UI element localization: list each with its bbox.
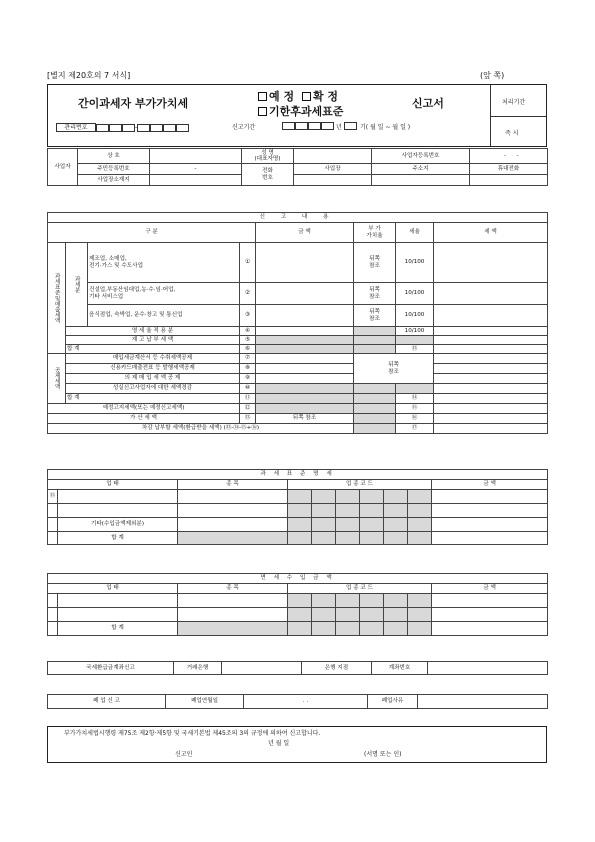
col-tax-rate: 세율 xyxy=(396,223,434,243)
tb-col-amount: 금 액 xyxy=(432,480,548,490)
ex-cell[interactable] xyxy=(178,608,288,622)
tb-cell[interactable] xyxy=(58,490,178,504)
row-3-num: ③ xyxy=(240,305,256,327)
row-12-tax[interactable] xyxy=(434,404,548,414)
ex-cell[interactable] xyxy=(178,594,288,608)
tax-base-title: 과 세 표 준 명 세 xyxy=(48,470,548,480)
row-2-ref: 뒤쪽 참조 xyxy=(354,283,396,305)
tb-cell[interactable] xyxy=(178,490,288,504)
row-7-amount[interactable] xyxy=(256,354,354,364)
row-13-ref: 뒤쪽 참조 xyxy=(256,414,354,424)
row-5-num: ⑤ xyxy=(240,336,256,345)
side-tax-base: 과세표준및매출세액 xyxy=(48,243,66,354)
form-title: 간이과세자 부가가치세 xyxy=(78,97,189,110)
row-7-tax[interactable] xyxy=(434,354,548,364)
option-deadline[interactable]: 기한후과세표준 xyxy=(258,106,343,117)
resident-no-field[interactable]: - xyxy=(150,164,242,175)
period-suffix: 기( 월 일 ~ 월 일 ) xyxy=(360,124,411,131)
refund-acct-field[interactable] xyxy=(428,662,548,675)
row-7-label: 매입세금계산서 등 수취세액공제 xyxy=(66,354,240,364)
row-13-tax[interactable] xyxy=(434,414,548,424)
row-10-tax[interactable] xyxy=(434,384,548,394)
deduction-ref: 뒤쪽 참조 xyxy=(354,354,434,384)
row-12-tax-num: ⑮ xyxy=(396,404,434,414)
exempt-title: 면 세 수 입 금 액 xyxy=(48,574,548,584)
phone-label: 전화 번호 xyxy=(242,164,294,186)
row-3-amount[interactable] xyxy=(256,305,354,327)
row-6-num: ⑥ xyxy=(240,345,256,354)
trade-name-label: 상 호 xyxy=(78,149,150,164)
side-taxable: 과세분 xyxy=(66,243,88,327)
ex-row-total: 합 계 xyxy=(58,622,178,636)
row-2-label: 건설업,부동산임대업,농·수·임·어업, 기타 서비스업 xyxy=(88,283,240,305)
refund-bank-field[interactable] xyxy=(222,662,302,675)
declaration-text: 부가가치세법시행령 제75조 제2항·제5항 및 국세기본법 제45조의 3의 규정에 의하여 신고합니다. xyxy=(64,730,321,737)
ex-cell[interactable] xyxy=(432,622,548,636)
closure-reason-label: 폐업사유 xyxy=(368,695,418,709)
trade-name-field[interactable] xyxy=(150,149,242,164)
page-side: (앞 쪽) xyxy=(480,71,505,80)
reg-no-field[interactable]: - - xyxy=(470,149,548,164)
tb-col-type: 업 태 xyxy=(48,480,178,490)
closure-table xyxy=(47,694,548,709)
tb-cell[interactable] xyxy=(432,518,548,532)
tb-cell[interactable] xyxy=(178,504,288,518)
row-12-num: ⑫ xyxy=(240,404,256,414)
row-6-tax-num: ⑬ xyxy=(396,345,434,354)
refund-acct-label: 계좌번호 xyxy=(372,662,428,675)
row-3-ref: 뒤쪽 참조 xyxy=(354,305,396,327)
resident-no-label: 주민등록번호 xyxy=(78,164,150,175)
tb-row-total: 합 계 xyxy=(58,532,178,545)
row-2-amount[interactable] xyxy=(256,283,354,305)
row-1-num: ① xyxy=(240,243,256,283)
year-suffix: 년 xyxy=(336,124,342,131)
form-id: [별지 제20호의 7 서식] xyxy=(47,71,131,80)
checkbox-icon[interactable] xyxy=(302,92,311,101)
period-term-input[interactable] xyxy=(344,122,357,130)
tb-cell[interactable] xyxy=(432,504,548,518)
row-4-rate: 10/100 xyxy=(396,327,434,336)
site-phone-field[interactable] xyxy=(294,175,372,186)
row-11-tax-num: ⑭ xyxy=(396,394,434,404)
side-deduction: 공제세액 xyxy=(48,354,66,404)
row-9-label: 의 제 매 입 세 액 공 제 xyxy=(66,374,240,384)
processing-label: 처리기간 xyxy=(502,99,526,106)
col-vat-rate: 부 가 가치율 xyxy=(354,223,396,243)
declarant-label: 신고인 xyxy=(175,751,193,758)
mobile-field[interactable] xyxy=(470,175,548,186)
closure-date-field[interactable]: . . xyxy=(244,695,368,709)
row-8-label: 신용카드매출전표 등 발행세액공제 xyxy=(66,364,240,374)
row-4-amount[interactable] xyxy=(256,327,354,336)
col-category: 구 분 xyxy=(48,223,256,243)
tb-col-code: 업 종 코 드 xyxy=(288,480,432,490)
closure-reason-field[interactable] xyxy=(418,695,548,709)
row-1-tax[interactable] xyxy=(434,243,548,283)
row-10-label: 성실신고사업자에 대한 세액경감 xyxy=(66,384,240,394)
mgmt-number[interactable]: 관리번호 - xyxy=(56,123,189,132)
mobile-label: 휴대전화 xyxy=(470,164,548,175)
row-11-tax[interactable] xyxy=(434,394,548,404)
row-8-tax[interactable] xyxy=(434,364,548,374)
ex-cell[interactable] xyxy=(432,594,548,608)
tb-cell[interactable] xyxy=(432,532,548,545)
report-table xyxy=(47,212,548,434)
refund-table xyxy=(47,661,548,675)
col-amount: 금 액 xyxy=(256,223,354,243)
row-1-amount[interactable] xyxy=(256,243,354,283)
row-7-num: ⑦ xyxy=(240,354,256,364)
rep-name-field[interactable] xyxy=(294,149,372,164)
row-3-label: 음식점업, 숙박업, 운수·창고 및 통신업 xyxy=(88,305,240,327)
row-9-num: ⑨ xyxy=(240,374,256,384)
row-9-tax[interactable] xyxy=(434,374,548,384)
row-4-label: 영 세 율 적 용 분 xyxy=(66,327,240,336)
tb-col-item: 종 목 xyxy=(178,480,288,490)
site-label: 사업장 xyxy=(294,164,372,175)
report-title: 신 고 내 용 xyxy=(48,213,548,223)
address-field[interactable] xyxy=(150,175,242,186)
row-9-amount[interactable] xyxy=(256,374,354,384)
row-3-tax[interactable] xyxy=(434,305,548,327)
refund-bank-label: 거래은행 xyxy=(174,662,222,675)
ex-cell[interactable] xyxy=(432,608,548,622)
row-14-label: 차감 납부할 세액(환급받을 세액) (⑬-⑭-⑮+⑯) xyxy=(48,424,354,434)
row-1-label: 제조업, 소매업, 전기·가스 및 수도사업 xyxy=(88,243,240,283)
ex-col-type: 업 태 xyxy=(48,584,178,594)
business-side-label: 사업자 xyxy=(48,149,78,186)
col-tax: 세 액 xyxy=(434,223,548,243)
row-14-tax[interactable] xyxy=(434,424,548,434)
sign-label[interactable]: (서명 또는 인) xyxy=(364,751,402,758)
home-label: 주소지 xyxy=(372,164,470,175)
ex-col-item: 종 목 xyxy=(178,584,288,594)
checkbox-icon[interactable] xyxy=(258,92,267,101)
row-13-num: ⑬ xyxy=(240,414,256,424)
row-4-tax[interactable] xyxy=(434,327,548,336)
row-11-num: ⑪ xyxy=(240,394,256,404)
tb-cell[interactable] xyxy=(432,490,548,504)
row-6-tax[interactable] xyxy=(434,345,548,354)
row-5-label: 재 고 납 부 세 액 xyxy=(66,336,240,345)
period-year-input[interactable] xyxy=(282,122,334,130)
row-14-tax-num: ⑰ xyxy=(396,424,434,434)
ex-cell[interactable] xyxy=(58,608,178,622)
home-phone-field[interactable] xyxy=(372,175,470,186)
tb-cell[interactable] xyxy=(58,504,178,518)
row-10-num: ⑩ xyxy=(240,384,256,394)
row-8-num: ⑧ xyxy=(240,364,256,374)
row-13-label: 가 산 세 액 xyxy=(48,414,240,424)
row-2-tax[interactable] xyxy=(434,283,548,305)
processing-value: 즉 시 xyxy=(505,130,519,137)
row-4-num: ④ xyxy=(240,327,256,336)
rep-name-label: 성 명 (대표자명) xyxy=(242,149,294,164)
ex-cell[interactable] xyxy=(58,594,178,608)
ex-col-code: 업 종 코 드 xyxy=(288,584,432,594)
row-2-num: ② xyxy=(240,283,256,305)
row-2-rate: 10/100 xyxy=(396,283,434,305)
refund-branch-label: 은행 지점 xyxy=(302,662,372,675)
period-label: 신고기간 xyxy=(232,124,256,131)
row-1-ref: 뒤쪽 참조 xyxy=(354,243,396,283)
business-table xyxy=(47,148,548,186)
report-label: 신고서 xyxy=(412,97,444,110)
row-3-rate: 10/100 xyxy=(396,305,434,327)
reg-no-label: 사업자등록번호 xyxy=(372,149,470,164)
closure-date-label: 폐업연월일 xyxy=(166,695,244,709)
row-8-amount[interactable] xyxy=(256,364,354,374)
refund-account-label: 국세환급금계좌신고 xyxy=(48,662,174,675)
checkbox-icon[interactable] xyxy=(258,107,267,116)
row-6-label: 합 계 xyxy=(66,345,240,354)
tb-row-other: 기타(수입금액제외분) xyxy=(58,518,178,532)
row-5-tax[interactable] xyxy=(434,336,548,345)
tb-row-num: ⑮ xyxy=(48,490,58,504)
address-label: 사업장소재지 xyxy=(78,175,150,186)
option-planned[interactable]: 예 정 확 정 xyxy=(258,91,338,102)
exempt-table xyxy=(47,573,548,636)
row-12-label: 예정고지세액(또는 예정신고세액) xyxy=(48,404,240,414)
row-11-label: 합 계 xyxy=(66,394,240,404)
row-1-rate: 10/100 xyxy=(396,243,434,283)
closure-label: 폐 업 신 고 xyxy=(48,695,166,709)
ex-col-amount: 금 액 xyxy=(432,584,548,594)
tax-base-table xyxy=(47,469,548,545)
row-13-tax-num: ⑯ xyxy=(396,414,434,424)
declaration-date[interactable]: 년 월 일 xyxy=(268,740,290,747)
